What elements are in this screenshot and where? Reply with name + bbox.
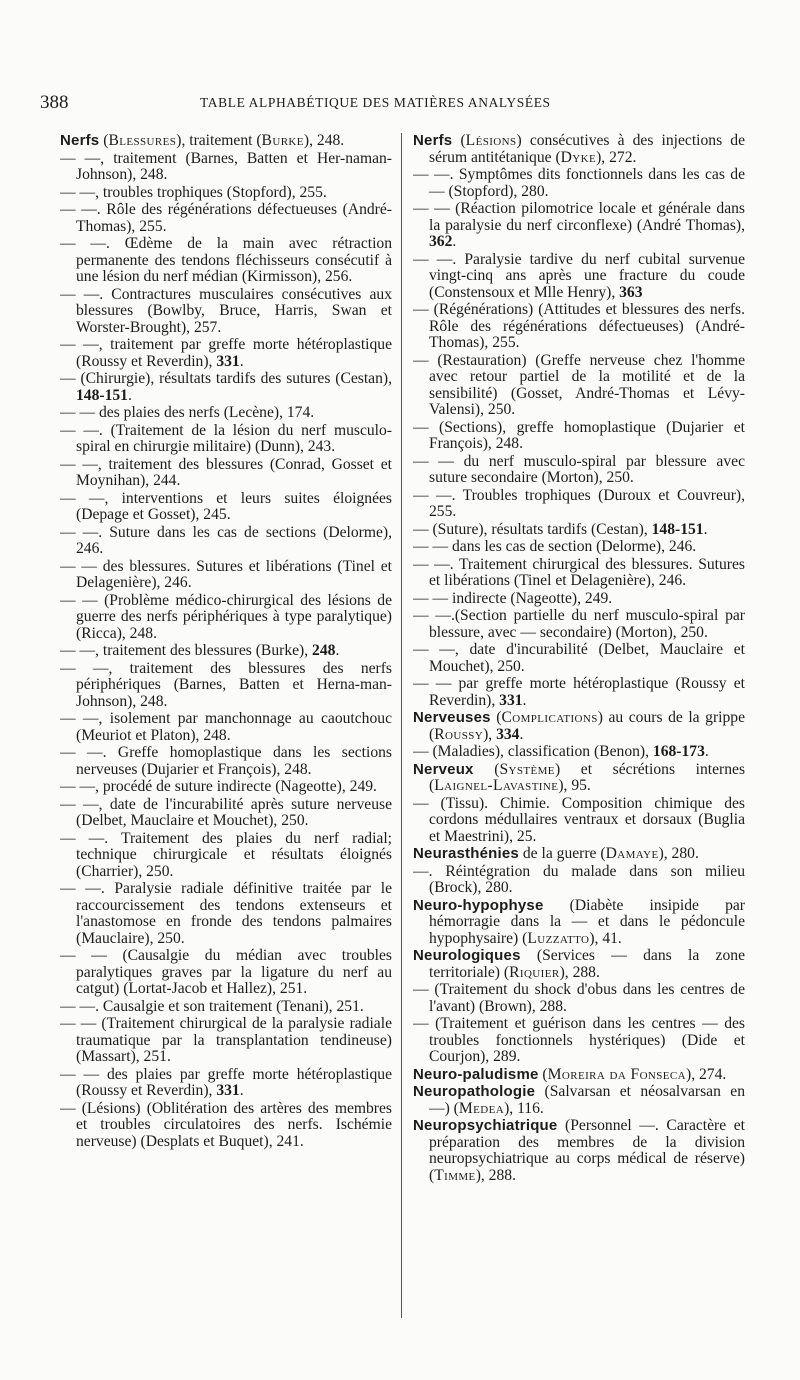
index-headword: Neurasthénies: [413, 845, 519, 862]
entry-text: ), 288.: [559, 963, 600, 981]
entry-author: Moreira da Fonseca: [547, 1065, 686, 1083]
index-entry: [60, 1067, 392, 1100]
entry-text: — —, traitement (Barnes, Batten et Her-naman-Johnson), 248.: [60, 149, 392, 183]
entry-author: Riquier: [509, 963, 560, 981]
entry-text: (: [490, 709, 502, 726]
index-entry: [413, 353, 745, 419]
page-number: 388: [40, 92, 69, 113]
entry-text: — —. Suture dans les cas de sections (Delorme), 246.: [60, 523, 392, 557]
entry-text: ), 41.: [589, 929, 622, 947]
entry-text: — — par greffe morte hétéroplastique (Roussy et Reverdin),: [413, 675, 745, 709]
index-entry: [60, 202, 392, 235]
entry-text: .: [239, 352, 244, 370]
index-entry: [60, 593, 392, 643]
entry-text: ), 288.: [475, 1166, 516, 1184]
entry-text: de la guerre (: [518, 845, 606, 862]
page-header: [40, 92, 760, 120]
entry-text: ), 248.: [303, 133, 345, 149]
index-entry: [413, 167, 745, 200]
index-headword: Neurologiques: [413, 947, 521, 964]
entry-text: — (Lésions) (Oblitération des artères des membres et troubles circulatoires des nerfs. Ischémie nerveuse) (Desplats et Buquet), 241.: [60, 1099, 392, 1150]
running-title: TABLE ALPHABÉTIQUE DES MATIÈRES ANALYSÉES: [200, 95, 551, 110]
index-entry: [413, 948, 745, 981]
entry-text: — — des plaies par greffe morte hétéroplastique (Roussy et Reverdin),: [60, 1065, 392, 1099]
entry-text: (Diabète insipide par hémorragie dans la — et dans le pédoncule hypophysaire) (: [429, 896, 745, 947]
entry-text: — —. Symptômes dits fonctionnels dans les cas de — (Stopford), 280.: [413, 166, 745, 200]
entry-text: .: [522, 691, 527, 709]
index-headword: Neuropsychiatrique: [413, 1117, 558, 1134]
entry-page-bold: 331: [499, 691, 523, 709]
entry-text: ), traitement (: [176, 133, 262, 149]
entry-text: ), 274.: [686, 1065, 727, 1083]
entry-text: — — indirecte (Nageotte), 249.: [413, 589, 613, 607]
entry-text: — —.(Section partielle du nerf musculo-spiral par blessure, avec — secondaire) (Morton), 250.: [413, 607, 745, 641]
entry-text: — — (Problème médico-chirurgical des lésions de guerre des nerfs périphériques à type paralytique) (Ricca), 248.: [60, 591, 392, 642]
entry-text: — — des plaies des nerfs (Lecène), 174.: [60, 404, 315, 421]
entry-page-bold: 334: [496, 725, 520, 743]
index-entry: [413, 1118, 745, 1184]
entry-text: — — du nerf musculo-spiral par blessure avec suture secondaire (Morton), 250.: [413, 452, 745, 486]
entry-author: Blessures: [108, 133, 177, 149]
entry-text: .: [127, 386, 132, 404]
index-entry: [413, 982, 745, 1015]
entry-text: .: [239, 1082, 244, 1099]
entry-text: — —. Paralysie tardive du nerf cubital survenue vingt-cinq ans après une fracture du coude (Constensoux et Mlle Henry),: [413, 250, 745, 301]
index-entry: [60, 405, 392, 422]
entry-text: — —. Rôle des régénérations défectueuses (André-Thomas), 255.: [60, 201, 392, 235]
index-entry: [60, 287, 392, 337]
entry-author: Complications: [501, 709, 598, 726]
index-entry: [413, 608, 745, 641]
index-entry: [413, 864, 745, 897]
entry-page-bold: 363: [619, 283, 643, 301]
index-entry: [60, 337, 392, 370]
entry-text: — — des blessures. Sutures et libérations (Tinel et Delagenière), 246.: [60, 557, 392, 591]
index-entry: [413, 710, 745, 743]
index-headword: Nerveuses: [413, 709, 491, 726]
entry-text: — —, interventions et leurs suites éloignées (Depage et Gosset), 245.: [60, 489, 392, 523]
index-entry: [413, 133, 745, 166]
entry-text: — —. Causalgie et son traitement (Tenani), 251.: [60, 997, 364, 1015]
entry-page-bold: 362: [429, 233, 453, 250]
entry-text: — —. Traitement chirurgical des blessures. Sutures et libérations (Tinel et Delagenière), 246.: [413, 555, 745, 589]
entry-author: Damaye: [605, 845, 659, 862]
entry-text: .: [704, 743, 709, 760]
entry-text: (Salvarsan et néosalvarsan en —) (: [429, 1083, 745, 1117]
entry-text: — —, date d'incurabilité (Delbet, Mauclaire et Mouchet), 250.: [413, 641, 745, 675]
index-headword: Nerveux: [413, 760, 474, 778]
index-entry: [413, 744, 745, 761]
entry-text: — —. (Traitement de la lésion du nerf musculo-spiral en chirurgie militaire) (Dunn), 243.: [60, 421, 392, 455]
index-entry: [413, 796, 745, 846]
entry-text: — —. Paralysie radiale définitive traitée par le raccourcissement des tendons extenseurs et l'anastomose en fronde des tendons palmaires (Mauclaire), 250.: [60, 880, 392, 947]
left-column: [60, 133, 392, 1323]
entry-page-bold: 248: [312, 642, 336, 659]
index-entry: [413, 642, 745, 675]
entry-text: ), 116.: [504, 1099, 544, 1117]
index-entry: [413, 454, 745, 487]
entry-text: — (Sections), greffe homoplastique (Dujarier et François), 248.: [413, 418, 745, 452]
entry-text: (: [452, 133, 466, 149]
entry-text: ) consécutives à des injections de sérum antitétanique (: [429, 133, 745, 166]
index-entry: [60, 999, 392, 1016]
entry-text: — (Tissu). Chimie. Composition chimique des cordons médullaires ventraux et dorsaux (Buglia et Maestrini), 25.: [413, 794, 745, 845]
index-entry: [60, 423, 392, 456]
entry-text: ), 280.: [658, 845, 699, 862]
index-entry: [413, 898, 745, 948]
entry-author: Timme: [434, 1166, 476, 1184]
index-entry: [413, 201, 745, 251]
index-entry: [60, 745, 392, 778]
column-divider: [401, 133, 402, 1318]
entry-author: Roussy: [434, 725, 484, 743]
entry-text: — —, date de l'incurabilité après suture nerveuse (Delbet, Mauclaire et Mouchet), 250.: [60, 795, 392, 829]
right-column: [413, 133, 745, 1323]
index-entry: [60, 881, 392, 947]
index-entry: [413, 302, 745, 352]
index-entry: [60, 371, 392, 404]
entry-text: — —, traitement des blessures des nerfs périphériques (Barnes, Batten et Herna-man-Johnson), 248.: [60, 659, 392, 710]
index-entry: [413, 591, 745, 608]
entry-text: — — (Réaction pilomotrice locale et générale dans la paralysie du nerf circonflexe) (André Thomas),: [413, 200, 745, 234]
entry-text: — — (Traitement chirurgical de la paralysie radiale traumatique par la transplantation tendineuse) (Massart), 251.: [60, 1015, 392, 1065]
index-entry: [413, 676, 745, 709]
index-entry: [413, 252, 745, 302]
entry-page-bold: 168-173: [652, 743, 705, 760]
index-entry: [60, 185, 392, 202]
entry-text: — (Régénérations) (Attitudes et blessures des nerfs. Rôle des régénérations défectueuses) (André-Thomas), 255.: [413, 301, 745, 351]
entry-text: (Services — dans la zone territoriale) (: [429, 947, 745, 981]
index-entry: [60, 559, 392, 592]
entry-author: Luzzatto: [527, 929, 590, 947]
index-entry: [60, 151, 392, 184]
entry-text: (: [538, 1065, 548, 1083]
index-headword: Neuro-paludisme: [413, 1065, 539, 1083]
entry-text: — —, traitement par greffe morte hétéroplastique (Roussy et Reverdin),: [60, 336, 392, 370]
index-entry: [413, 762, 745, 795]
index-headword: Nerfs: [60, 133, 100, 149]
entry-text: — —. Traitement des plaies du nerf radial; technique chirurgicale et résultats éloignés (Charrier), 250.: [60, 829, 392, 880]
entry-text: — —, procédé de suture indirecte (Nageotte), 249.: [60, 778, 377, 795]
entry-page-bold: 331: [216, 352, 240, 370]
entry-text: (: [473, 760, 500, 778]
entry-text: ), 95.: [558, 777, 591, 794]
index-entry: [60, 661, 392, 711]
index-headword: Nerfs: [413, 133, 453, 149]
entry-text: ),: [483, 725, 497, 743]
entry-text: — —, traitement des blessures (Conrad, Gosset et Moynihan), 244.: [60, 455, 392, 489]
index-entry: [60, 1016, 392, 1066]
index-entry: [60, 711, 392, 744]
entry-text: — (Suture), résultats tardifs (Cestan),: [413, 520, 652, 538]
index-entry: [413, 1016, 745, 1066]
index-entry: [60, 948, 392, 998]
entry-text: —. Réintégration du malade dans son milieu (Brock), 280.: [413, 862, 745, 896]
entry-text: — (Traitement et guérison dans les centres — des troubles fonctionnels hystériques) (Dide et Courjon), 289.: [413, 1015, 745, 1065]
entry-author: Laignel-Lavastine: [434, 777, 559, 794]
entry-author: Medea: [458, 1099, 505, 1117]
entry-text: .: [703, 520, 708, 538]
entry-text: (Personnel —. Caractère et préparation des membres de la division neuropsychiatrique au corps médical de réserve) (: [429, 1117, 745, 1184]
entry-text: — — dans les cas de section (Delorme), 246.: [413, 538, 697, 555]
index-entry: [60, 133, 392, 150]
entry-author: Lésions: [465, 133, 517, 149]
entry-author: Système: [499, 760, 555, 778]
index-entry: [413, 539, 745, 556]
entry-text: — —. Œdème de la main avec rétraction permanente des tendons fléchisseurs consécutif à une lésion du nerf médian (Kirmisson), 256.: [60, 235, 392, 285]
entry-text: .: [335, 642, 340, 659]
entry-text: — —, isolement par manchonnage au caoutchouc (Meuriot et Platon), 248.: [60, 710, 392, 744]
entry-text: — —, traitement des blessures (Burke),: [60, 642, 313, 659]
entry-text: .: [519, 725, 524, 743]
entry-text: — —. Contractures musculaires consécutives aux blessures (Bowlby, Bruce, Harris, Swan et Worster-Brought), 257.: [60, 285, 392, 336]
index-entry: [60, 797, 392, 830]
index-entry: [60, 831, 392, 881]
index-entry: [413, 846, 745, 863]
entry-page-bold: 148-151: [76, 386, 128, 404]
index-entry: [413, 488, 745, 521]
entry-author: Dyke: [560, 148, 597, 166]
index-entry: [413, 522, 745, 539]
entry-text: — —. Troubles trophiques (Duroux et Couvreur), 255.: [413, 486, 745, 520]
index-entry: [60, 236, 392, 286]
entry-text: ), 272.: [596, 148, 637, 166]
index-headword: Neuro-hypophyse: [413, 896, 544, 914]
entry-text: ) et sécrétions internes (: [429, 760, 745, 794]
entry-text: .: [452, 233, 457, 250]
index-entry: [60, 1101, 392, 1151]
index-entry: [60, 457, 392, 490]
entry-text: — —, troubles trophiques (Stopford), 255.: [60, 183, 327, 201]
index-entry: [60, 643, 392, 660]
entry-text: — (Traitement du shock d'obus dans les centres de l'avant) (Brown), 288.: [413, 981, 745, 1015]
entry-page-bold: 331: [216, 1082, 240, 1099]
entry-text: — (Restauration) (Greffe nerveuse chez l'homme avec retour partiel de la motilité et de la sensibilité) (Gosset, André-Thomas et Lévy-Valensi), 250.: [413, 351, 745, 418]
index-entry: [60, 779, 392, 796]
index-entry: [413, 1067, 745, 1084]
entry-text: (: [99, 133, 109, 149]
entry-author: Burke: [261, 133, 304, 149]
index-entry: [413, 1084, 745, 1117]
index-entry: [413, 557, 745, 590]
index-entry: [60, 525, 392, 558]
index-entry: [413, 420, 745, 453]
entry-text: — —. Greffe homoplastique dans les sections nerveuses (Dujarier et François), 248.: [60, 744, 392, 778]
entry-text: — (Chirurgie), résultats tardifs des sutures (Cestan),: [60, 370, 392, 387]
entry-text: — — (Causalgie du médian avec troubles paralytiques graves par la ligature du nerf au catgut) (Lortat-Jacob et Hallez), 251.: [60, 947, 392, 997]
entry-page-bold: 148-151: [651, 520, 704, 538]
index-headword: Neuropathologie: [413, 1083, 536, 1100]
entry-text: ) au cours de la grippe (: [429, 709, 745, 743]
entry-text: — (Maladies), classification (Benon),: [413, 743, 653, 760]
index-entry: [60, 491, 392, 524]
